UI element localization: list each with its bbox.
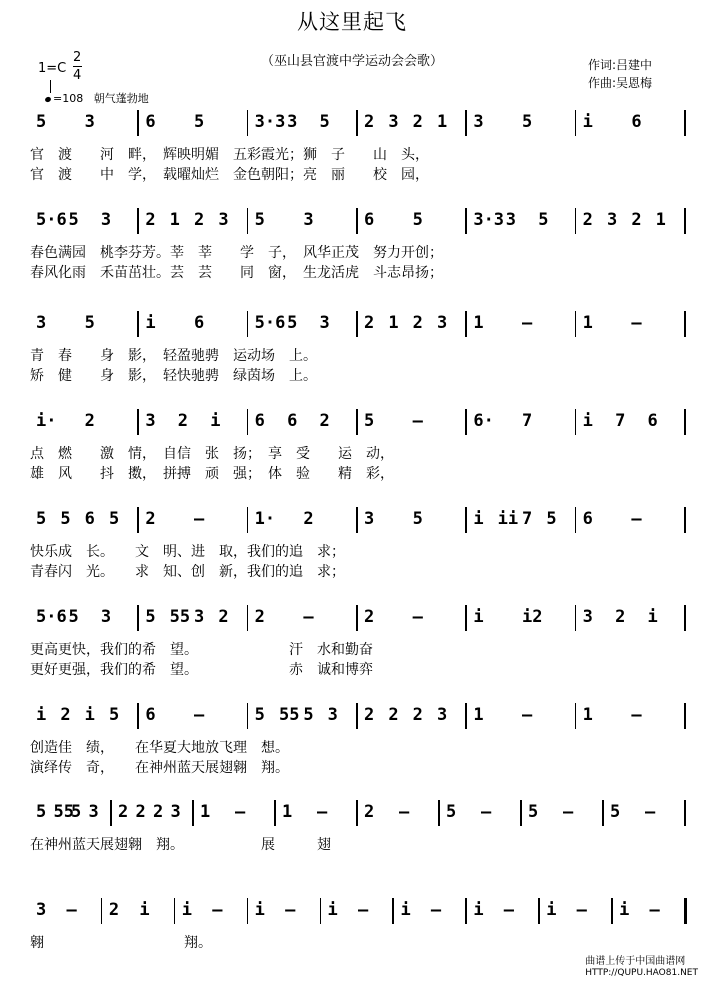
barline [465,605,467,631]
note: 3 [36,900,47,920]
note: 5 [610,802,621,822]
note: 6 [194,313,205,333]
barline [192,800,194,826]
note: 5 [303,705,314,725]
note: 3·3 [254,112,286,132]
barline [356,703,358,729]
dash-extension: – [412,411,423,431]
barline [356,507,358,533]
dash-extension: – [194,509,205,529]
barline [356,409,358,435]
dash-extension: – [631,313,642,333]
barline [137,409,139,435]
barline [247,703,249,729]
footer-text: 曲谱上传于中国曲谱网 [585,956,686,967]
note: 2 [153,802,164,822]
note: i [473,900,484,920]
note: 7 [615,411,626,431]
note: 3 [364,509,375,529]
barline [356,605,358,631]
note: 6 [631,112,642,132]
note: 6 [287,411,298,431]
tempo-expression: 朝气蓬勃地 [93,92,149,105]
barline [137,208,139,234]
note: 6 [364,210,375,230]
dash-extension: – [285,900,296,920]
note: i [36,705,47,725]
song-title: 从这里起飞 [297,10,407,34]
note: 2 [615,607,626,627]
note: 2 [412,705,423,725]
note: 3 [145,411,156,431]
note: 5 [446,802,457,822]
note: 6 [254,411,265,431]
note: i2 [522,607,543,627]
barline [684,311,686,337]
note: 2 [364,802,375,822]
score-system [0,409,704,519]
barline [356,110,358,136]
lyric-line: 更好更强，我们的希 望。 赤 诚和博弈 [30,662,373,678]
notation-line [0,703,704,729]
note: 5 [36,112,47,132]
note: 3 [327,705,338,725]
lyric-line: 创造佳 绩， 在华夏大地放飞理 想。 [30,740,289,756]
lyric-line: 点 燃 激 情， 自信 张 扬； 享 受 运 动， [30,446,394,462]
note: 3 [100,607,112,627]
note: 3 [36,313,47,333]
score-system [0,605,704,715]
note: 1· [254,509,276,529]
lyric-line: 雄 风 抖 擞， 拼搏 顽 强； 体 验 精 彩， [30,466,394,482]
barline [465,311,467,337]
note: 5 [528,802,539,822]
barline [684,110,686,136]
note: 6 [582,509,593,529]
barline [465,507,467,533]
note: 6 [647,411,658,431]
lyric-line: 更高更快，我们的希 望。 汗 水和勤奋 [30,642,373,658]
note: 55 [53,802,74,822]
barline [174,898,176,924]
note: 3 [84,112,95,132]
lyric-line: 官 渡 中 学， 载曜灿烂 金色朝阳；亮 丽 校 园， [30,167,429,183]
barline [137,507,139,533]
barline [465,409,467,435]
note: i [139,900,150,920]
notation-line [0,605,704,631]
note: 1 [200,802,211,822]
barline [320,898,322,924]
notation-line [0,311,704,337]
barline [247,605,249,631]
barline [684,409,686,435]
barline [575,409,577,435]
note: i [145,313,156,333]
barline [356,311,358,337]
barline [575,311,577,337]
dash-extension: – [66,900,77,920]
note: 1 [582,705,593,725]
note: 3 [303,210,314,230]
notation-line [0,409,704,435]
dash-extension: – [303,607,314,627]
notation-line [0,507,704,533]
dash-extension: – [212,900,223,920]
lyric-line: 青 春 身 影， 轻盈驰骋 运动场 上。 [30,348,317,364]
note: 2 [364,313,375,333]
barline [247,311,249,337]
note: 1 [473,705,484,725]
notation-line [0,898,704,924]
note: 5 [36,509,47,529]
note: i [327,900,338,920]
key-signature: 1=C [38,61,67,76]
note: 3 [437,313,448,333]
score-system [0,800,704,910]
note: i [647,607,658,627]
note: 3 [287,112,298,132]
dash-extension: – [631,509,642,529]
note: i [84,705,95,725]
barline [465,898,467,924]
barline [247,507,249,533]
note: 7 [522,509,533,529]
note: 3 [218,210,229,230]
quarter-note-icon [44,96,51,103]
lyric-line: 青春闪 光。 求 知、创 新，我们的追 求； [30,564,345,580]
lyricist-credit: 作词:吕建中 [588,58,653,72]
barline [247,409,249,435]
dash-extension: – [576,900,587,920]
dash-extension: – [645,802,656,822]
barline [520,800,522,826]
note: 1 [388,313,399,333]
note: i [473,509,484,529]
note: 5 [109,705,120,725]
note: 5 [84,313,95,333]
barline [575,605,577,631]
barline [110,800,112,826]
note: 3 [100,210,112,230]
lyric-line: 官 渡 河 畔， 辉映明媚 五彩霞光；狮 子 山 头， [30,147,429,163]
note: 5 [254,705,265,725]
note: 2 [582,210,593,230]
lyric-line: 翱 翔。 [30,935,212,951]
footer-website: HTTP://QUPU.HAO81.NET [585,968,698,978]
note: 5 [412,509,423,529]
note: 2 [177,411,189,431]
note: 2 [145,509,156,529]
dash-extension: – [399,802,410,822]
barline [101,898,103,924]
note: 3 [607,210,618,230]
note: 5 [412,210,423,230]
barline [137,110,139,136]
lyric-line: 春色满园 桃李芬芳。莘 莘 学 子， 风华正茂 努力开创； [30,245,443,261]
note: i [210,411,221,431]
note: 5·6 [36,210,67,230]
note: 5 [538,210,549,230]
barline [575,110,577,136]
note: 5 [522,112,533,132]
note: 3 [170,802,181,822]
dash-extension: – [522,313,533,333]
note: i· [36,411,57,431]
note: i [400,900,411,920]
note: 5 [36,802,47,822]
note: 5 [109,509,120,529]
note: 3·3 [473,210,505,230]
barline [438,800,440,826]
tempo-value: =108 [53,92,84,105]
barline [247,898,249,924]
note: 1 [582,313,593,333]
note: 3 [319,313,330,333]
barline [684,208,686,234]
note: i [582,411,593,431]
barline [356,208,358,234]
note: 2 [135,802,146,822]
note: 55 [169,607,191,627]
time-signature-bottom: 4 [73,68,82,83]
tempo-marking [45,90,149,106]
note: 2 [319,411,330,431]
note: 3 [505,210,517,230]
note: 5·6 [254,313,286,333]
note: 2 [412,313,423,333]
barline [611,898,613,924]
note: 2 [84,411,95,431]
dash-extension: – [358,900,369,920]
note: 2 [254,607,265,627]
note: i [546,900,557,920]
note: 5 [68,607,79,627]
note: 6 [145,112,156,132]
note: i [582,112,593,132]
note: 3 [194,607,205,627]
note: 55 [279,705,300,725]
note: 5 [546,509,557,529]
note: 2 [388,705,399,725]
final-barline [684,898,687,924]
lyric-line: 快乐成 长。 文 明、进 取，我们的追 求； [30,544,345,560]
barline [538,898,540,924]
time-signature-top: 2 [73,50,82,65]
dash-extension: – [317,802,328,822]
note: 2 [364,607,375,627]
lyric-line: 春风化雨 禾苗茁壮。芸 芸 同 窗， 生龙活虎 斗志昂扬； [30,265,443,281]
note: 3 [582,607,593,627]
note: 5 [194,112,205,132]
note: 6 [84,509,95,529]
footer-credit [585,952,698,978]
dash-extension: – [563,802,574,822]
note: 2 [631,210,642,230]
dash-extension: – [631,705,642,725]
barline [575,507,577,533]
note: 2 [108,900,120,920]
dash-extension: – [503,900,515,920]
barline [684,507,686,533]
note: 2 [60,705,71,725]
dash-extension: – [649,900,660,920]
note: 3 [437,705,448,725]
lyric-line: 矫 健 身 影， 轻快驰骋 绿茵场 上。 [30,368,317,384]
repeat-barline [684,703,686,729]
note: 5 [287,313,298,333]
score-system [0,507,704,617]
barline [465,208,467,234]
composer-credit: 作曲:吴恩梅 [588,76,653,90]
note: 5·6 [36,607,67,627]
notation-line [0,208,704,234]
barline [684,800,686,826]
barline [137,311,139,337]
note: i [181,900,193,920]
note: 3 [88,802,99,822]
note: 5 [364,411,375,431]
dash-extension: – [412,607,423,627]
note: 5 [71,802,82,822]
note: 6· [473,411,494,431]
score-system [0,311,704,421]
note: 3 [388,112,399,132]
barline [247,110,249,136]
note: 2 [412,112,423,132]
note: 7 [522,411,533,431]
dash-extension: – [235,802,246,822]
note: 2 [303,509,314,529]
lyric-line: 演绎传 奇， 在神州蓝天展翅翱 翔。 [30,760,289,776]
note: 2 [218,607,229,627]
barline [356,800,358,826]
dash-extension: – [481,802,492,822]
note: 1 [169,210,180,230]
note: 1 [437,112,448,132]
note: 1 [655,210,666,230]
barline [465,703,467,729]
score-system [0,703,704,813]
barline [137,703,139,729]
note: 5 [68,210,79,230]
note: 1 [282,802,293,822]
note: 5 [319,112,330,132]
note: 5 [145,607,156,627]
score-system [0,208,704,318]
song-subtitle: （巫山县官渡中学运动会会歌） [260,54,443,69]
note: i [254,900,265,920]
note: 5 [60,509,71,529]
note: 2 [194,210,205,230]
note: 2 [145,210,156,230]
barline [137,605,139,631]
barline [465,110,467,136]
note: 2 [118,802,129,822]
note: i [473,607,484,627]
note: 6 [145,705,156,725]
note: 3 [473,112,484,132]
note: 1 [473,313,484,333]
note: ii [497,509,519,529]
barline [392,898,394,924]
barline [684,605,686,631]
note: 2 [364,112,375,132]
note: 2 [364,705,375,725]
time-signature-line [73,66,82,67]
lyric-line: 在神州蓝天展翅翱 翔。 展 翅 [30,837,331,853]
note: 5 [254,210,265,230]
barline [575,208,577,234]
dash-extension: – [522,705,533,725]
notation-line [0,800,704,826]
barline [602,800,604,826]
score-system [0,110,704,220]
barline [575,703,577,729]
notation-line [0,110,704,136]
dash-extension: – [430,900,442,920]
dash-extension: – [194,705,205,725]
barline [274,800,276,826]
barline [247,208,249,234]
note: i [619,900,630,920]
